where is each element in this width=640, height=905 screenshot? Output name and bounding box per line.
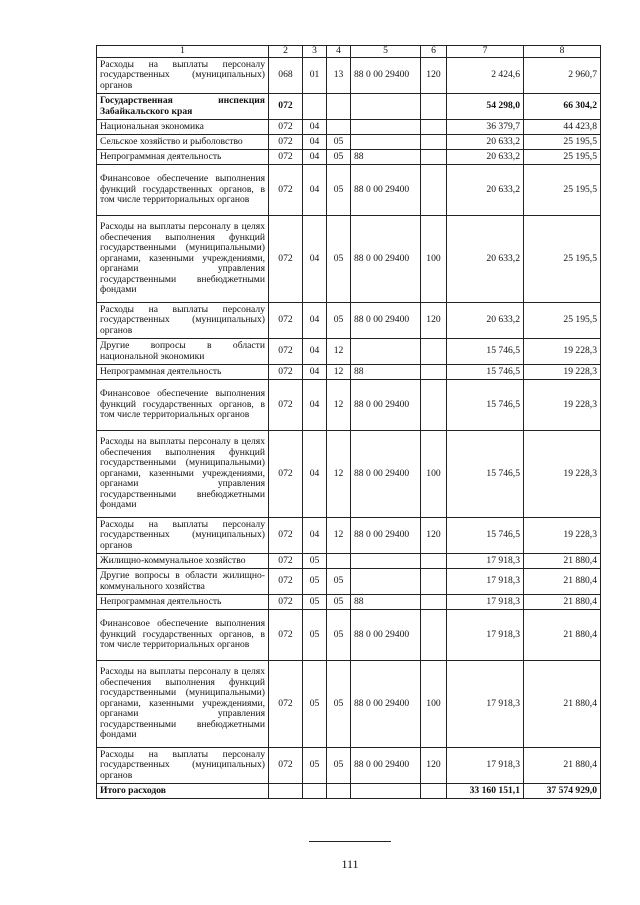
expense-type (421, 380, 447, 431)
column-number-5: 5 (351, 46, 421, 58)
target-article: 88 0 00 29400 (351, 303, 421, 339)
amount-2020: 21 880,4 (524, 610, 601, 661)
table-row (97, 303, 601, 339)
table-row (97, 554, 601, 569)
expense-type (421, 135, 447, 150)
expense-type (421, 150, 447, 165)
amount-2019: 17 918,3 (447, 569, 524, 595)
target-article: 88 0 00 29400 (351, 216, 421, 303)
division-code: 04 (303, 120, 327, 135)
table-row (97, 150, 601, 165)
amount-2019: 15 746,5 (447, 431, 524, 518)
subdivision-code: 05 (327, 661, 351, 748)
target-article: 88 0 00 29400 (351, 165, 421, 216)
row-name: Жилищно-коммунальное хозяйство (97, 554, 269, 569)
section-code: 072 (269, 569, 303, 595)
table-row (97, 365, 601, 380)
section-code: 072 (269, 339, 303, 365)
expense-type (421, 784, 447, 799)
subdivision-code: 13 (327, 58, 351, 94)
subdivision-code: 05 (327, 150, 351, 165)
target-article (351, 569, 421, 595)
amount-2019: 17 918,3 (447, 610, 524, 661)
subdivision-code: 05 (327, 569, 351, 595)
amount-2019: 33 160 151,1 (447, 784, 524, 799)
division-code: 05 (303, 661, 327, 748)
amount-2019: 15 746,5 (447, 365, 524, 380)
amount-2019: 20 633,2 (447, 303, 524, 339)
section-code: 072 (269, 610, 303, 661)
target-article: 88 (351, 365, 421, 380)
expense-type (421, 165, 447, 216)
amount-2019: 20 633,2 (447, 216, 524, 303)
row-name: Финансовое обеспечение выполнения функций государственных органов, в том числе территориальных органов (97, 610, 269, 661)
amount-2020: 19 228,3 (524, 518, 601, 554)
division-code (303, 94, 327, 120)
section-code: 072 (269, 661, 303, 748)
column-number-4: 4 (327, 46, 351, 58)
amount-2019: 20 633,2 (447, 165, 524, 216)
subdivision-code: 12 (327, 431, 351, 518)
target-article: 88 (351, 595, 421, 610)
amount-2019: 15 746,5 (447, 380, 524, 431)
section-code: 072 (269, 303, 303, 339)
table-row (97, 216, 601, 303)
expense-type: 120 (421, 748, 447, 784)
row-name: Расходы на выплаты персоналу в целях обеспечения выполнения функций государственными (муниципальными) органами, казенными учреждениями, органами управления государственными внебюджетными фондами (97, 216, 269, 303)
table-row (97, 94, 601, 120)
amount-2020: 21 880,4 (524, 595, 601, 610)
division-code: 01 (303, 58, 327, 94)
table-row (97, 610, 601, 661)
table-row (97, 569, 601, 595)
target-article (351, 784, 421, 799)
subdivision-code (327, 94, 351, 120)
section-code: 072 (269, 595, 303, 610)
section-code: 072 (269, 150, 303, 165)
expense-type (421, 569, 447, 595)
column-number-8: 8 (524, 46, 601, 58)
section-code: 072 (269, 748, 303, 784)
division-code: 04 (303, 518, 327, 554)
table-row (97, 339, 601, 365)
expense-type: 120 (421, 518, 447, 554)
section-code: 072 (269, 365, 303, 380)
table-row (97, 120, 601, 135)
amount-2020: 19 228,3 (524, 339, 601, 365)
expense-type (421, 610, 447, 661)
amount-2019: 54 298,0 (447, 94, 524, 120)
column-number-7: 7 (447, 46, 524, 58)
section-code: 072 (269, 120, 303, 135)
target-article: 88 0 00 29400 (351, 661, 421, 748)
division-code: 05 (303, 554, 327, 569)
table-row (97, 784, 601, 799)
footer-rule (309, 841, 391, 842)
target-article: 88 0 00 29400 (351, 518, 421, 554)
amount-2020: 25 195,5 (524, 216, 601, 303)
row-name: Расходы на выплаты персоналу в целях обеспечения выполнения функций государственными (муниципальными) органами, казенными учреждениями, органами управления государственными внебюджетными фондами (97, 661, 269, 748)
row-name: Расходы на выплаты персоналу в целях обеспечения выполнения функций государственными (муниципальными) органами, казенными учреждениями, органами управления государственными внебюджетными фондами (97, 431, 269, 518)
section-code (269, 784, 303, 799)
amount-2020: 25 195,5 (524, 135, 601, 150)
column-number-row (97, 46, 601, 58)
row-name: Непрограммная деятельность (97, 150, 269, 165)
subdivision-code: 05 (327, 595, 351, 610)
division-code: 05 (303, 595, 327, 610)
division-code: 04 (303, 365, 327, 380)
table-row (97, 135, 601, 150)
section-code: 072 (269, 431, 303, 518)
division-code: 04 (303, 150, 327, 165)
target-article: 88 0 00 29400 (351, 610, 421, 661)
subdivision-code: 12 (327, 380, 351, 431)
expense-type (421, 120, 447, 135)
expense-type: 100 (421, 216, 447, 303)
column-number-2: 2 (269, 46, 303, 58)
amount-2020: 25 195,5 (524, 150, 601, 165)
subdivision-code: 05 (327, 165, 351, 216)
section-code: 072 (269, 554, 303, 569)
division-code: 05 (303, 610, 327, 661)
subdivision-code (327, 784, 351, 799)
row-name: Расходы на выплаты персоналу государственных (муниципальных) органов (97, 518, 269, 554)
row-name: Государственная инспекция Забайкальского края (97, 94, 269, 120)
expense-type (421, 339, 447, 365)
amount-2020: 25 195,5 (524, 303, 601, 339)
target-article: 88 0 00 29400 (351, 380, 421, 431)
section-code: 068 (269, 58, 303, 94)
amount-2019: 17 918,3 (447, 748, 524, 784)
column-number-1: 1 (97, 46, 269, 58)
amount-2019: 15 746,5 (447, 518, 524, 554)
expense-type (421, 595, 447, 610)
expense-type: 100 (421, 431, 447, 518)
amount-2020: 25 195,5 (524, 165, 601, 216)
row-name: Расходы на выплаты персоналу государственных (муниципальных) органов (97, 58, 269, 94)
row-name: Другие вопросы в области национальной экономики (97, 339, 269, 365)
amount-2020: 37 574 929,0 (524, 784, 601, 799)
division-code: 04 (303, 339, 327, 365)
expense-type (421, 94, 447, 120)
expense-type: 100 (421, 661, 447, 748)
amount-2019: 20 633,2 (447, 135, 524, 150)
amount-2020: 44 423,8 (524, 120, 601, 135)
column-number-3: 3 (303, 46, 327, 58)
row-name: Финансовое обеспечение выполнения функций государственных органов, в том числе территориальных органов (97, 380, 269, 431)
division-code: 04 (303, 216, 327, 303)
division-code: 04 (303, 431, 327, 518)
division-code: 04 (303, 165, 327, 216)
subdivision-code: 05 (327, 303, 351, 339)
amount-2020: 19 228,3 (524, 365, 601, 380)
target-article (351, 120, 421, 135)
target-article (351, 339, 421, 365)
row-name: Итого расходов (97, 784, 269, 799)
expense-type: 120 (421, 58, 447, 94)
target-article (351, 135, 421, 150)
row-name: Расходы на выплаты персоналу государственных (муниципальных) органов (97, 748, 269, 784)
subdivision-code: 12 (327, 518, 351, 554)
table-row (97, 748, 601, 784)
subdivision-code: 12 (327, 339, 351, 365)
budget-table (96, 45, 601, 799)
section-code: 072 (269, 380, 303, 431)
expense-type (421, 365, 447, 380)
section-code: 072 (269, 94, 303, 120)
row-name: Национальная экономика (97, 120, 269, 135)
subdivision-code (327, 554, 351, 569)
amount-2020: 21 880,4 (524, 748, 601, 784)
row-name: Другие вопросы в области жилищно-коммунального хозяйства (97, 569, 269, 595)
subdivision-code: 05 (327, 610, 351, 661)
target-article: 88 0 00 29400 (351, 748, 421, 784)
amount-2019: 20 633,2 (447, 150, 524, 165)
table-body (97, 46, 601, 799)
amount-2020: 66 304,2 (524, 94, 601, 120)
section-code: 072 (269, 216, 303, 303)
subdivision-code (327, 120, 351, 135)
target-article: 88 0 00 29400 (351, 58, 421, 94)
table-row (97, 661, 601, 748)
amount-2019: 17 918,3 (447, 554, 524, 569)
amount-2019: 17 918,3 (447, 595, 524, 610)
amount-2020: 21 880,4 (524, 661, 601, 748)
target-article (351, 554, 421, 569)
row-name: Финансовое обеспечение выполнения функций государственных органов, в том числе территориальных органов (97, 165, 269, 216)
target-article: 88 (351, 150, 421, 165)
division-code: 04 (303, 135, 327, 150)
table-row (97, 380, 601, 431)
division-code: 05 (303, 748, 327, 784)
subdivision-code: 05 (327, 216, 351, 303)
amount-2019: 36 379,7 (447, 120, 524, 135)
row-name: Непрограммная деятельность (97, 595, 269, 610)
table-row (97, 518, 601, 554)
target-article: 88 0 00 29400 (351, 431, 421, 518)
subdivision-code: 12 (327, 365, 351, 380)
section-code: 072 (269, 135, 303, 150)
amount-2020: 21 880,4 (524, 554, 601, 569)
amount-2020: 19 228,3 (524, 431, 601, 518)
target-article (351, 94, 421, 120)
division-code: 04 (303, 380, 327, 431)
amount-2020: 21 880,4 (524, 569, 601, 595)
row-name: Непрограммная деятельность (97, 365, 269, 380)
page-number: 111 (341, 857, 359, 871)
amount-2019: 2 424,6 (447, 58, 524, 94)
column-number-6: 6 (421, 46, 447, 58)
section-code: 072 (269, 165, 303, 216)
table-row (97, 595, 601, 610)
amount-2020: 2 960,7 (524, 58, 601, 94)
table-row (97, 165, 601, 216)
section-code: 072 (269, 518, 303, 554)
expense-type: 120 (421, 303, 447, 339)
division-code: 05 (303, 569, 327, 595)
table-row (97, 58, 601, 94)
subdivision-code: 05 (327, 135, 351, 150)
division-code: 04 (303, 303, 327, 339)
expense-type (421, 554, 447, 569)
amount-2019: 15 746,5 (447, 339, 524, 365)
division-code (303, 784, 327, 799)
subdivision-code: 05 (327, 748, 351, 784)
table-row (97, 431, 601, 518)
amount-2020: 19 228,3 (524, 380, 601, 431)
amount-2019: 17 918,3 (447, 661, 524, 748)
row-name: Сельское хозяйство и рыболовство (97, 135, 269, 150)
row-name: Расходы на выплаты персоналу государственных (муниципальных) органов (97, 303, 269, 339)
